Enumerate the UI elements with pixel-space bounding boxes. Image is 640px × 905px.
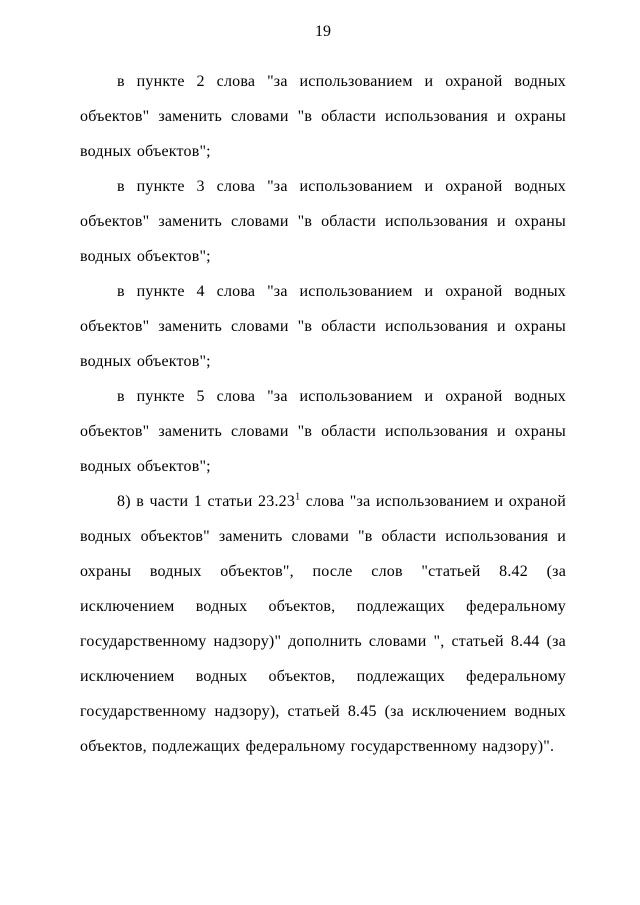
paragraph-point-4: в пункте 4 слова "за использованием и охраной водных объектов" заменить словами "в области использования и охраны водных объектов";: [80, 283, 566, 370]
page-number: 19: [315, 23, 331, 40]
paragraph-item-8-rest: слова "за использованием и охраной водных объектов" заменить словами "в области использования и охраны водных объектов", после слов "статьей 8.42 (за исключением водных объектов, подлежащих федеральному государственному надзору)" дополнить словами ", статьей 8.44 (за исключением водных объектов, подлежащих федеральному государственному надзору), статьей 8.45 (за исключением водных объектов, подлежащих федеральному государственному надзору)".: [80, 493, 566, 755]
paragraph-item-8-lead: 8) в части 1 статьи 23.23: [117, 493, 296, 510]
document-body: [80, 64, 566, 764]
paragraph-point-2: в пункте 2 слова "за использованием и охраной водных объектов" заменить словами "в области использования и охраны водных объектов";: [80, 73, 566, 160]
article-number-superscript: 1: [295, 491, 301, 503]
paragraph-item-8: [80, 484, 566, 764]
paragraph-point-3: в пункте 3 слова "за использованием и охраной водных объектов" заменить словами "в области использования и охраны водных объектов";: [80, 178, 566, 265]
paragraph-point-5: в пункте 5 слова "за использованием и охраной водных объектов" заменить словами "в области использования и охраны водных объектов";: [80, 388, 566, 475]
